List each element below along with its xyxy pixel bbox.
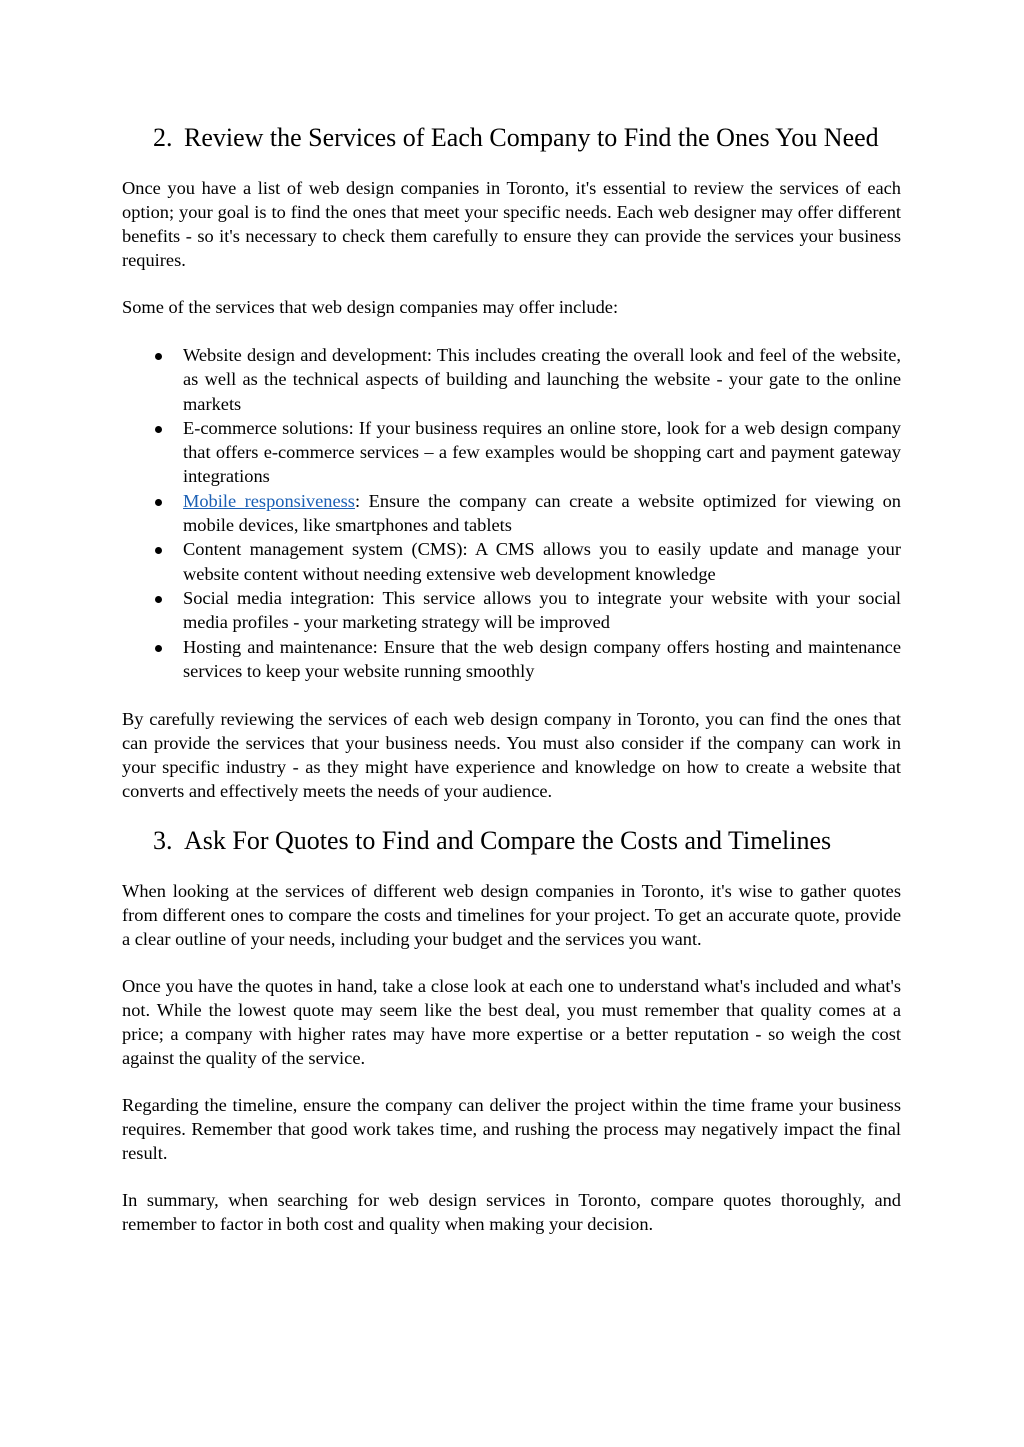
bullet-icon bbox=[155, 547, 162, 554]
section-3-paragraph: Regarding the timeline, ensure the company can deliver the project within the time frame your business requires. Remember that good work takes time, and rushing the process may negatively impact the final result. bbox=[122, 1095, 901, 1164]
bullet-item-cms bbox=[122, 537, 901, 586]
section-3-paragraph: In summary, when searching for web design services in Toronto, compare quotes thoroughly, and remember to factor in both cost and quality when making your decision. bbox=[122, 1190, 901, 1235]
services-bullet-list bbox=[122, 343, 901, 683]
bullet-text: Content management system (CMS): A CMS allows you to easily update and manage your website content without needing extensive web development knowledge bbox=[183, 539, 901, 584]
bullet-item-hosting bbox=[122, 635, 901, 684]
section-3-number: 3. bbox=[153, 826, 173, 856]
bullet-text: : Ensure the company can create a website optimized for viewing on mobile devices, like smartphones and tablets bbox=[183, 490, 901, 536]
section-2-lead-in-paragraph: Some of the services that web design companies may offer include: bbox=[122, 297, 619, 317]
section-2-closing-paragraph: By carefully reviewing the services of each web design company in Toronto, you can find the ones that can provide the services that your business needs. You must also consider if the company can work in your specific industry - as they might have experience and knowledge on how to create a website that converts and effectively meets the needs of your audience. bbox=[122, 709, 901, 802]
bullet-item-ecommerce bbox=[122, 416, 901, 489]
bullet-item-social-media bbox=[122, 586, 901, 635]
mobile-responsiveness-link[interactable]: Mobile responsiveness bbox=[183, 490, 355, 511]
bullet-icon bbox=[155, 596, 162, 603]
section-3-heading bbox=[122, 825, 901, 857]
section-3-paragraph: Once you have the quotes in hand, take a close look at each one to understand what's included and what's not. While the lowest quote may seem like the best deal, you must remember that quality comes at a price; a company with higher rates may have more expertise or a better reputation - so weigh the cost against the quality of the service. bbox=[122, 976, 901, 1069]
bullet-text: Hosting and maintenance: Ensure that the web design company offers hosting and maintenance services to keep your website running smoothly bbox=[183, 636, 901, 681]
bullet-item-website-design bbox=[122, 343, 901, 416]
section-3-title: Ask For Quotes to Find and Compare the Costs and Timelines bbox=[184, 826, 832, 856]
document-page bbox=[122, 0, 901, 1236]
bullet-text: Social media integration: This service allows you to integrate your website with your social media profiles - your marketing strategy will be improved bbox=[183, 587, 901, 633]
bullet-icon bbox=[155, 499, 162, 506]
bullet-icon bbox=[155, 645, 162, 652]
bullet-icon bbox=[155, 353, 162, 360]
bullet-icon bbox=[155, 426, 162, 433]
section-2-intro-paragraph: Once you have a list of web design companies in Toronto, it's essential to review the services of each option; your goal is to find the ones that meet your specific needs. Each web designer may offer different benefits - so it's necessary to check them carefully to ensure they can provide the services your business requires. bbox=[122, 178, 901, 270]
bullet-item-mobile-responsiveness bbox=[122, 489, 901, 538]
section-2-title: Review the Services of Each Company to Find the Ones You Need bbox=[184, 123, 879, 152]
section-3-paragraph: When looking at the services of different web design companies in Toronto, it's wise to gather quotes from different ones to compare the costs and timelines for your project. To get an accurate quote, provide a clear outline of your needs, including your budget and the services you want. bbox=[122, 881, 901, 950]
bullet-text: Website design and development: This includes creating the overall look and feel of the website, as well as the technical aspects of building and launching the website - your gate to the online markets bbox=[183, 345, 901, 414]
bullet-text: E-commerce solutions: If your business requires an online store, look for a web design company that offers e-commerce services – a few examples would be shopping cart and payment gateway integrations bbox=[183, 417, 901, 487]
section-2-heading bbox=[122, 122, 901, 154]
section-2-number: 2. bbox=[153, 123, 173, 152]
